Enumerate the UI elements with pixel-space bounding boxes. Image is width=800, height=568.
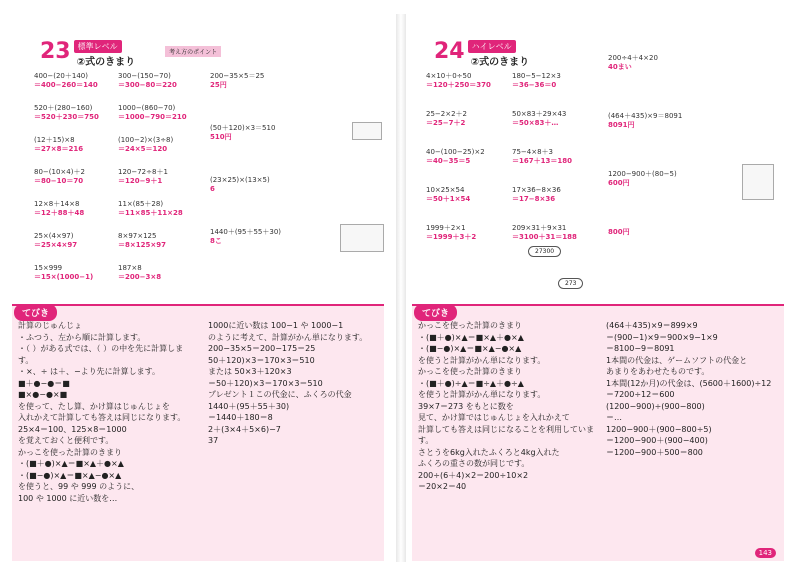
left-tebiki-line: 計算のじゅんじょ (18, 321, 82, 330)
right-ex2-item (512, 186, 606, 204)
left-tebiki2-line: 1440＋(95＋55＋30) (208, 401, 290, 411)
left-ex2-item (118, 264, 208, 282)
right-tebiki2-line: 1200−900＋(900−800÷5) (606, 424, 712, 434)
right-prob-answer: 800円 (608, 228, 630, 236)
left-tebiki2-line: または 50×3＋120×3 (208, 367, 292, 376)
left-ex-problem: 400−(20＋140) (34, 72, 88, 80)
left-level-label: 標準レベル (74, 40, 122, 53)
right-ex-answer: ＝1999＋3＋2 (426, 233, 477, 241)
left-ex2-problem: 11×(85＋28) (118, 200, 164, 208)
right-ex-item (426, 110, 516, 128)
game-illustration (742, 164, 774, 200)
right-tebiki2-line: 1本間の代金は、ゲームソフトの代金と (606, 355, 748, 365)
left-exercises-col2 (118, 72, 208, 296)
left-ex-problem: 25×(4×97) (34, 232, 74, 240)
left-ex2-item (118, 232, 208, 250)
right-ex-item (426, 224, 516, 242)
left-ex-item (34, 264, 124, 282)
left-ex2-item (118, 104, 208, 122)
left-tebiki2-line: 2＋(3×4＋5×6)−7 (208, 424, 281, 434)
left-tebiki-col1 (18, 320, 198, 504)
left-ex-item (34, 168, 124, 186)
right-tebiki2-line: ＝1200−900＋500＝800 (606, 447, 703, 457)
right-ex2-problem: 209×31＋9×31 (512, 224, 567, 232)
left-ex-problem: 520＋(280−160) (34, 104, 93, 112)
right-tebiki-panel (412, 304, 784, 561)
left-lesson-header (40, 34, 221, 68)
left-ex2-answer: ＝11×85＋11×28 (118, 209, 183, 217)
right-tebiki2-line: ＝1200−900＋(900−400) (606, 436, 708, 445)
left-tebiki-line: を覚えておくと便利です。 (18, 436, 114, 445)
right-ex2-problem: 75−4×8＋3 (512, 148, 553, 156)
right-ex2-item (512, 148, 606, 166)
right-ex2-answer: ＝50×83＋… (512, 119, 559, 127)
left-tebiki-line: を使うと、99 や 999 のように、 (18, 482, 140, 491)
left-tebiki-line: 入れかえて計算しても答えは同じになります。 (18, 413, 186, 422)
left-tebiki-line: ・×、÷ は＋、−より先に計算します。 (18, 367, 161, 376)
left-prob-problem: 200−35×5＝25 (210, 72, 265, 80)
left-tebiki-line: ■×●−●×■ (18, 390, 68, 399)
left-tebiki-line: ・ふつう、左から順に計算します。 (18, 332, 146, 342)
right-tebiki-line: 見て、かけ算ではじゅんじょを入れかえて (418, 413, 570, 422)
left-ex2-answer: ＝300−80＝220 (118, 81, 177, 89)
left-lesson-title: ②式のきまり (76, 57, 136, 68)
left-ex-problem: 80−(10×4)＋2 (34, 168, 85, 176)
right-tebiki2-line: (1200−900)÷(900−800) (606, 401, 705, 411)
left-ex-answer: ＝25×4×97 (34, 241, 78, 249)
left-ex2-problem: 120−72÷8＋1 (118, 168, 168, 176)
left-ex-item (34, 200, 124, 218)
left-ex2-problem: 300−(150−70) (118, 72, 171, 80)
right-ex-problem: 10×25×54 (426, 186, 465, 194)
right-tebiki-line: ＝20×2＝40 (418, 482, 467, 491)
right-tebiki-line: 200÷(6＋4)×2＝200÷10×2 (418, 470, 529, 480)
left-tebiki-line: を使って、たし算、かけ算はじゅんじょを (18, 401, 170, 411)
left-ex-item (34, 136, 124, 154)
right-tebiki2-line: あまりをあわせたものです。 (606, 367, 710, 376)
left-hint-tag: 考え方のポイント (165, 46, 221, 57)
right-prob-answer: 40まい (608, 63, 632, 71)
right-prob-item (608, 112, 778, 130)
right-lesson-title: ②式のきまり (470, 57, 530, 68)
right-tebiki-line: かっこを使った計算のきまり (418, 367, 522, 376)
right-prob-item (608, 54, 778, 72)
right-tebiki-line: ・(■−●)×▲＝■×▲−●×▲ (418, 344, 522, 353)
left-prob-item (210, 72, 380, 90)
right-ex-item (426, 72, 516, 90)
left-ex2-answer: ＝200−3×8 (118, 273, 162, 281)
right-level-label: ハイレベル (468, 40, 516, 53)
left-tebiki2-line: 50＋120)×3＝170×3＝510 (208, 355, 315, 365)
left-ex-item (34, 104, 124, 122)
right-prob-item (608, 228, 778, 237)
answer-box-1: 27300 (528, 246, 561, 257)
right-ex-problem: 1999＋2×1 (426, 224, 466, 232)
right-prob-problem: 1200−900＋(80−5) (608, 170, 677, 178)
left-ex2-item (118, 72, 208, 90)
right-tebiki-col2 (606, 320, 780, 458)
left-tebiki2-line: 200−35×5＝200−175＝25 (208, 344, 316, 353)
left-ex-answer: ＝15×(1000−1) (34, 273, 94, 281)
answer-box-2: 273 (558, 278, 583, 289)
left-tebiki2-line: ＝50＋120)×3＝170×3＝510 (208, 378, 323, 388)
left-ex2-answer: ＝1000−790＝210 (118, 113, 187, 121)
left-tebiki-line: ・(■＋●)×▲＝■×▲＋●×▲ (18, 459, 124, 468)
left-ex-problem: (12＋15)×8 (34, 136, 75, 144)
right-prob-problem: 200÷4＋4×20 (608, 54, 658, 62)
right-tebiki-line: を使うと計算がかん単になります。 (418, 355, 546, 365)
left-prob-problem: (50＋120)×3＝510 (210, 124, 276, 132)
left-tebiki-line: かっこを使った計算のきまり (18, 447, 122, 457)
right-ex2-item (512, 224, 606, 242)
left-prob-answer: 6 (210, 185, 215, 193)
left-page (10, 14, 392, 562)
book-spine (396, 14, 406, 562)
right-ex-answer: ＝40−35＝5 (426, 157, 471, 165)
left-ex-item (34, 232, 124, 250)
left-tebiki2-line: ＝1440＋180＝8 (208, 413, 273, 422)
left-tebiki-col2 (208, 320, 380, 447)
right-ex2-answer: ＝36−36＝0 (512, 81, 557, 89)
left-prob-problem: 1440＋(95＋55＋30) (210, 228, 281, 236)
left-ex2-problem: 187×8 (118, 264, 142, 272)
left-ex2-answer: ＝24×5＝120 (118, 145, 168, 153)
right-page (408, 14, 790, 562)
right-ex2-item (512, 110, 606, 128)
right-tebiki-line: 計算しても答えは同じになることを利用しています。 (418, 424, 594, 445)
right-tebiki-label: てびき (414, 304, 457, 321)
left-tebiki-label: てびき (14, 304, 57, 321)
left-tebiki2-line: のように考えて、計算がかん単になります。 (208, 332, 368, 342)
left-ex2-problem: 8×97×125 (118, 232, 157, 240)
left-tebiki-panel (12, 304, 384, 561)
right-lesson-number: 24 (434, 38, 465, 64)
left-ex2-item (118, 168, 208, 186)
left-tebiki-line: ・(■−●)×▲＝■×▲−●×▲ (18, 470, 122, 480)
right-prob-answer: 600円 (608, 179, 630, 187)
left-tebiki-line: 100 や 1000 に近い数を… (18, 493, 118, 503)
left-ex-problem: 15×999 (34, 264, 63, 272)
left-tebiki-line: 25×4＝100、125×8＝1000 (18, 424, 127, 434)
right-prob-answer: 8091円 (608, 121, 635, 129)
left-tebiki-line: ・（ ）がある式では、（ ）の中を先に計算します。 (18, 344, 184, 365)
right-tebiki-line: さとうを6kg入れたふくろと4kg入れた (418, 447, 560, 457)
left-tebiki2-line: 37 (208, 436, 219, 445)
page-number: 143 (755, 548, 776, 558)
left-ex-answer: ＝27×8＝216 (34, 145, 84, 153)
right-ex2-item (512, 72, 606, 90)
right-tebiki2-line: ＝8100−9＝8091 (606, 344, 675, 353)
right-exercises-col1 (426, 72, 516, 262)
right-tebiki2-line: ＝… (606, 413, 622, 422)
right-ex2-problem: 180−5−12×3 (512, 72, 561, 80)
left-ex-problem: 12×8＋14×8 (34, 200, 80, 208)
right-ex-answer: ＝120＋250＝370 (426, 81, 491, 89)
right-ex2-answer: ＝3100＋31＝188 (512, 233, 577, 241)
right-ex-problem: 25−2×2＋2 (426, 110, 467, 118)
right-ex-answer: ＝25−7＋2 (426, 119, 466, 127)
left-ex2-problem: (100−2)×(3÷8) (118, 136, 174, 144)
right-tebiki-col1 (418, 320, 596, 493)
right-tebiki-line: を使うと計算がかん単になります。 (418, 390, 546, 399)
right-ex2-answer: ＝17−8×36 (512, 195, 556, 203)
left-ex-item (34, 72, 124, 90)
right-ex-item (426, 186, 516, 204)
right-lesson-header (434, 34, 529, 68)
left-ex2-item (118, 200, 208, 218)
left-tebiki2-line: 1000に近い数は 100−1 や 1000−1 (208, 321, 344, 330)
right-ex-problem: 40−(100−25)×2 (426, 148, 485, 156)
left-prob-item (210, 176, 380, 194)
left-prob-answer: 510円 (210, 133, 232, 141)
right-tebiki2-line: ＝(900−1)×9＝900×9−1×9 (606, 332, 718, 342)
right-tebiki-line: ふくろの重さの数が同じです。 (418, 459, 530, 468)
left-prob-answer: 8こ (210, 237, 222, 245)
left-ex2-problem: 1000−(860−70) (118, 104, 176, 112)
right-ex2-answer: ＝167＋13＝180 (512, 157, 572, 165)
left-prob-problem: (23×25)×(13×5) (210, 176, 270, 184)
left-ex2-item (118, 136, 208, 154)
right-tebiki2-line: (464＋435)×9＝899×9 (606, 321, 698, 330)
left-lesson-number: 23 (40, 38, 71, 64)
right-tebiki-line: 39×7＝273 をもとに数を (418, 401, 514, 411)
right-ex-problem: 4×10＋0÷50 (426, 72, 472, 80)
right-tebiki2-line: ＝7200÷12＝600 (606, 390, 675, 399)
right-prob-problem: (464＋435)×9＝8091 (608, 112, 683, 120)
left-exercises-col1 (34, 72, 124, 296)
left-ex-answer: ＝400−260＝140 (34, 81, 98, 89)
right-exercises-col2 (512, 72, 606, 262)
right-ex2-problem: 17×36−8×36 (512, 186, 561, 194)
left-ex-answer: ＝12＋88＋48 (34, 209, 85, 217)
right-tebiki-line: ・(■＋●)×▲＝■×▲＋●×▲ (418, 332, 524, 342)
right-ex-item (426, 148, 516, 166)
basket-illustration (340, 224, 384, 252)
right-tebiki-line: ・(■＋●)÷▲＝■÷▲＋●÷▲ (418, 378, 524, 388)
fruit-illustration (352, 122, 382, 140)
right-tebiki-line: かっこを使った計算のきまり (418, 321, 522, 330)
left-tebiki2-line: プレゼント１この代金に、ふくろの代金 (208, 390, 352, 399)
right-ex-answer: ＝50＋1×54 (426, 195, 471, 203)
left-prob-answer: 25円 (210, 81, 227, 89)
left-tebiki-line: ■＋●−●＝■ (18, 378, 70, 388)
left-ex2-answer: ＝120−9＋1 (118, 177, 163, 185)
right-ex2-problem: 50×83＋29×43 (512, 110, 567, 118)
left-ex2-answer: ＝8×125×97 (118, 241, 166, 249)
right-tebiki2-line: 1本間(12か月)の代金は、(5600＋1600)÷12 (606, 378, 772, 388)
left-ex-answer: ＝520＋230＝750 (34, 113, 99, 121)
left-ex-answer: ＝80−10＝70 (34, 177, 84, 185)
